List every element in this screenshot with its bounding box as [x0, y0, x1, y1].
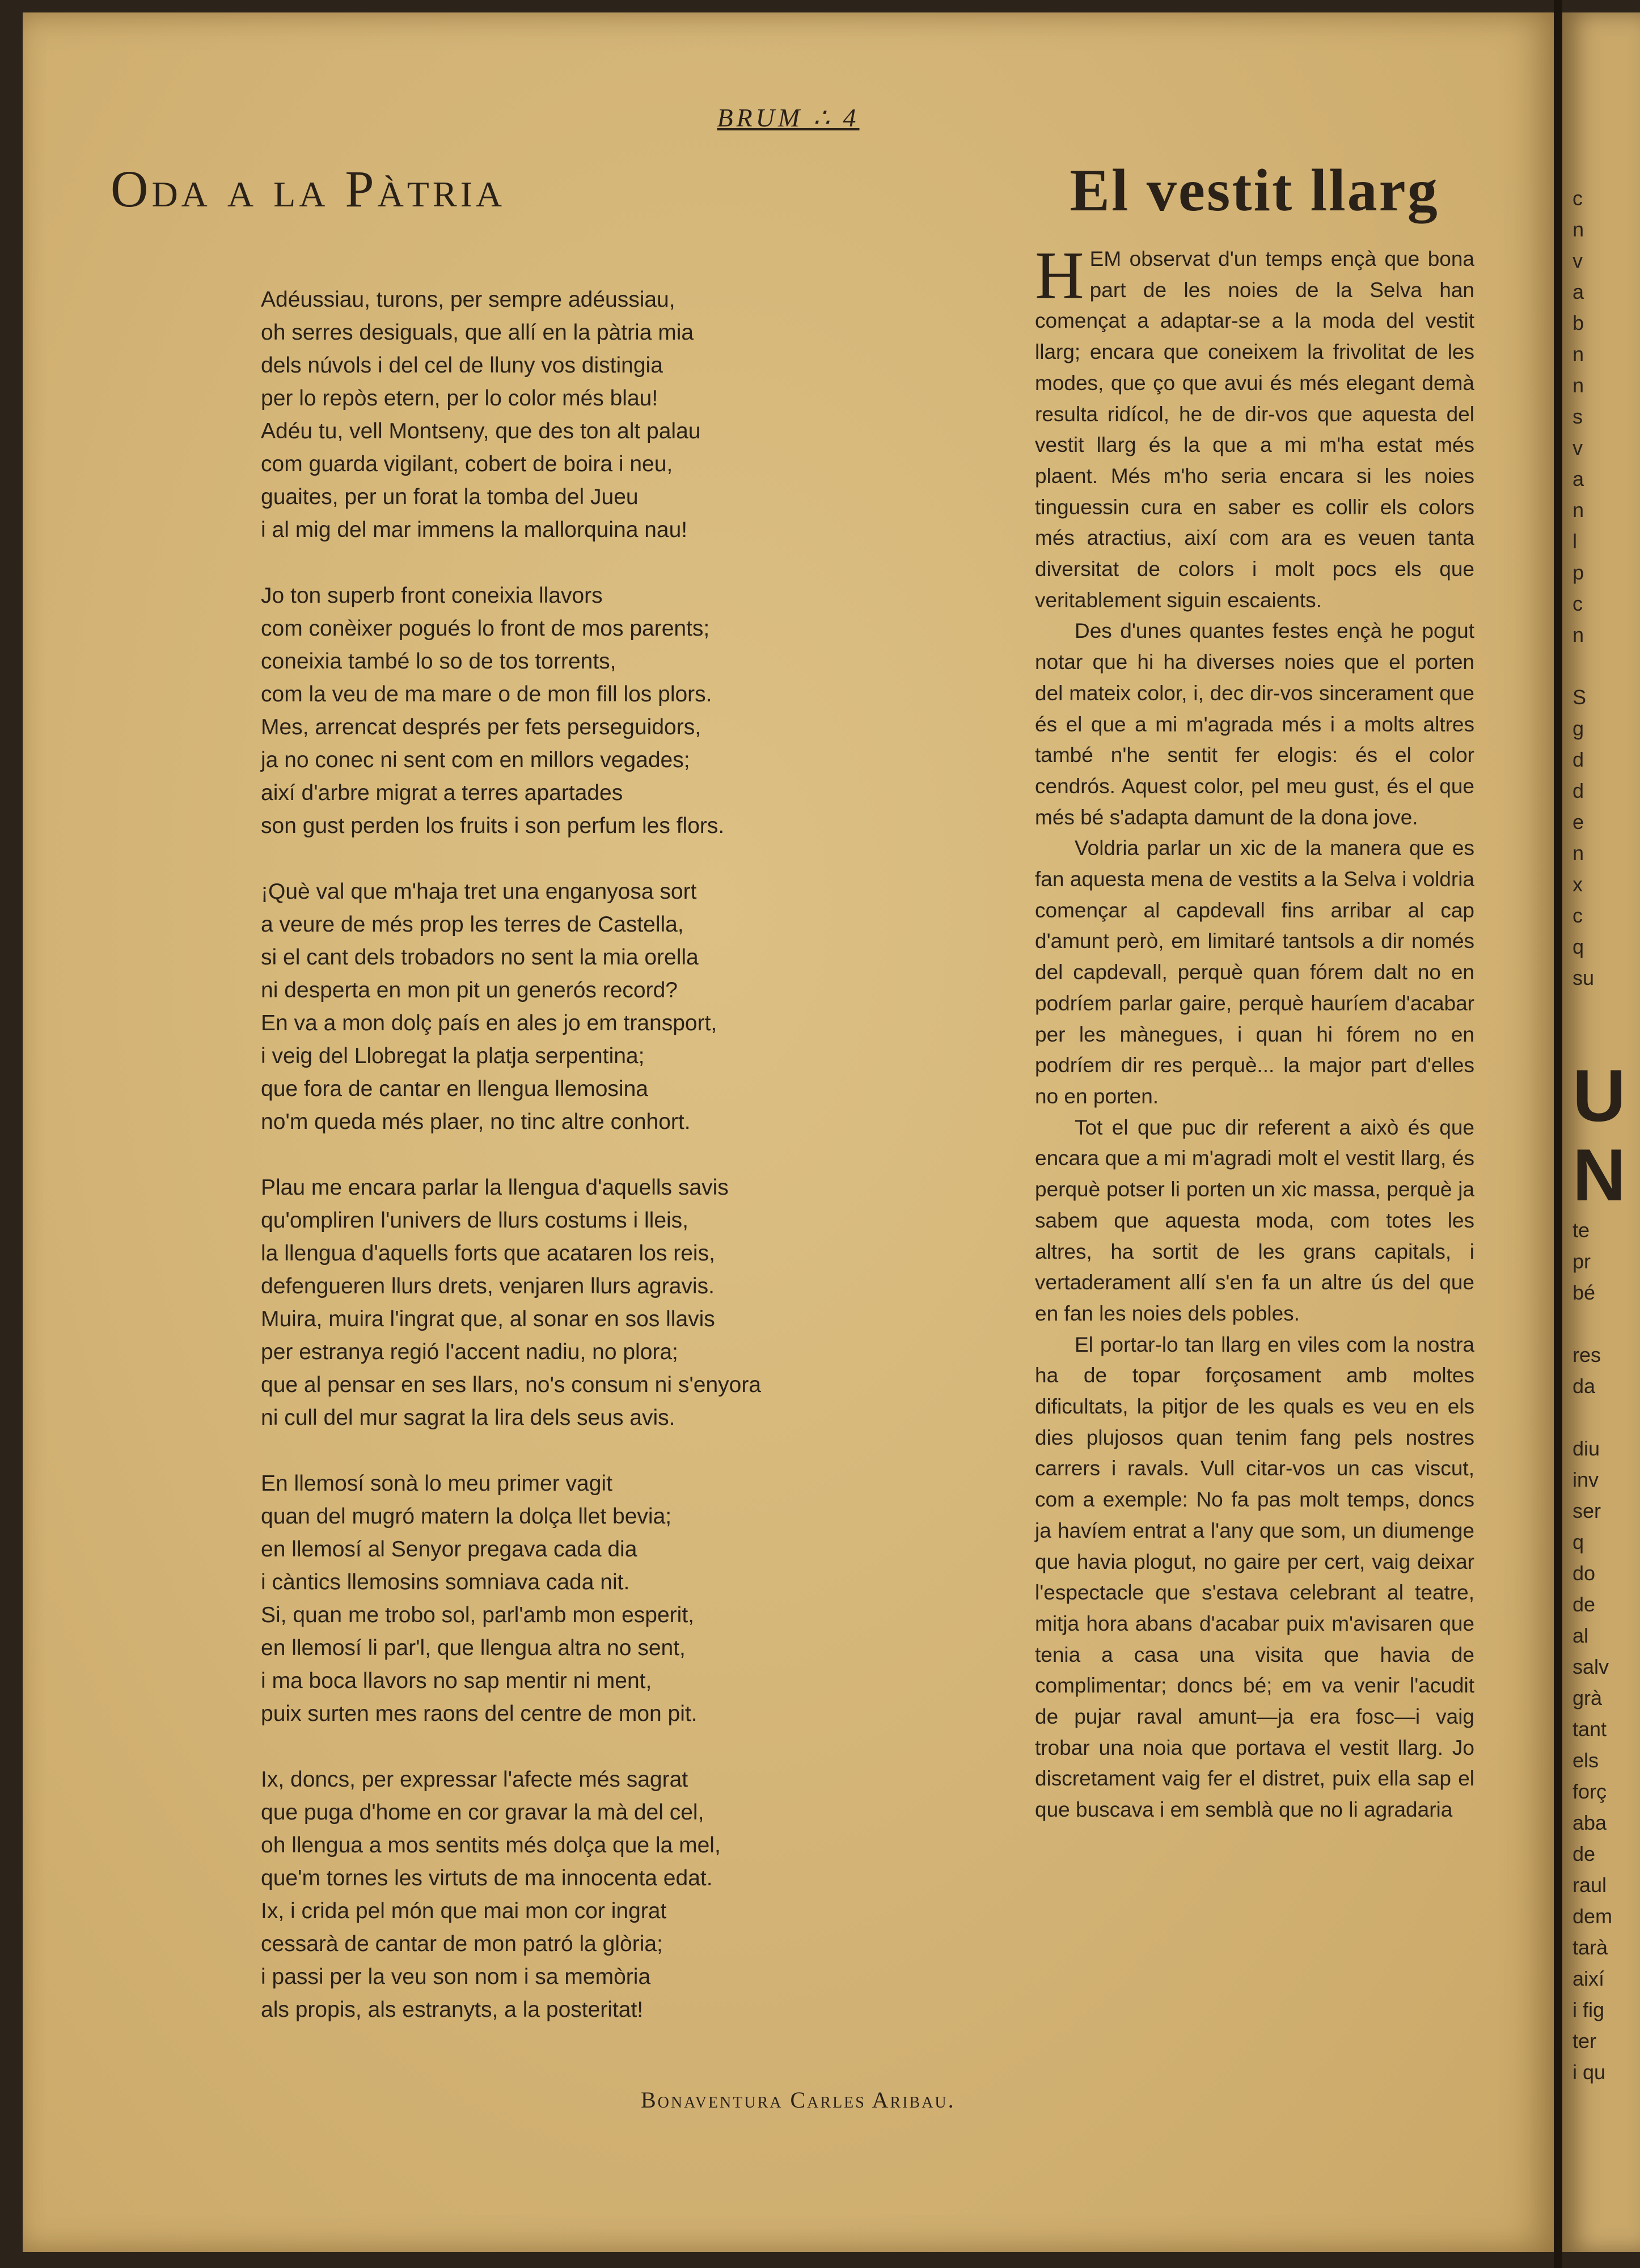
adjacent-page-fragment: S	[1573, 686, 1587, 709]
poem-line: Ix, i crida pel món que mai mon cor ingrat	[261, 1899, 667, 1923]
adjacent-page-fragment: res	[1573, 1343, 1601, 1366]
article-paragraph: Tot el que puc dir referent a això és que encara que a mi m'agradi molt el vestit llarg, és perquè potser li porten un xic massa, perquè ja sabem que aquesta moda, com totes les altres, ha sortit de les grans capitals, i vertaderament allí s'en fa un altre ús del que en fan les noies dels pobles.	[1035, 1115, 1474, 1325]
drop-cap: H	[1035, 238, 1084, 313]
adjacent-page-fragment: q	[1573, 1530, 1584, 1554]
adjacent-page-fragment	[1573, 650, 1640, 682]
adjacent-page-fragment: s	[1573, 405, 1583, 428]
adjacent-page-fragment: v	[1573, 249, 1583, 272]
adjacent-page-fragment: N	[1573, 1133, 1626, 1216]
adjacent-page-fragment: a	[1573, 467, 1584, 490]
poem-line: cessarà de cantar de mon patró la glòria;	[261, 1932, 663, 1956]
adjacent-page-fragment	[1573, 1308, 1640, 1339]
poem-line: en llemosí li par'l, que llengua altra no sent,	[261, 1636, 686, 1660]
poem-line: ¡Què val que m'haja tret una enganyosa sort	[261, 879, 697, 904]
poem-line: com guarda vigilant, cobert de boira i neu,	[261, 452, 673, 476]
adjacent-page-fragment: n	[1573, 498, 1584, 522]
adjacent-page-fragment: ser	[1573, 1499, 1601, 1522]
poem-line: als propis, als estranyts, a la posteritat!	[261, 1998, 644, 2022]
poem-line: Jo ton superb front coneixia llavors	[261, 583, 603, 608]
article-body	[1035, 238, 1474, 1826]
poem-line: i ma boca llavors no sap mentir ni ment,	[261, 1669, 652, 1693]
poem-line: son gust perden los fruits i son perfum les flors.	[261, 814, 725, 838]
poem-line: per estranya regió l'accent nadiu, no plora;	[261, 1340, 678, 1364]
adjacent-page-fragment: su	[1573, 966, 1595, 989]
adjacent-page-fragment: bé	[1573, 1281, 1596, 1304]
article-paragraph-text: EM observat d'un temps ençà que bona part de les noies de la Selva han començat a adaptar-se a la moda del vestit llarg; encara que coneixem la frivolitat de les modes, que ço que avui és més elegant demà resulta ridícol, he de dir-vos que aquesta del vestit llarg és la que a mi m'ha estat més plaent. Més m'ho seria encara si les noies tinguessin cura en saber es collir els colors més atractius, així com ara es veuen tanta diversitat de colors i molt pocs els que veritablement siguin escaients.	[1035, 247, 1474, 612]
poem-line: guaites, per un forat la tomba del Jueu	[261, 485, 639, 509]
poem-line: i veig del Llobregat la platja serpentina;	[261, 1044, 645, 1068]
adjacent-page-fragment: de	[1573, 1842, 1596, 1865]
adjacent-page-fragment: g	[1573, 717, 1584, 740]
adjacent-page-fragment: d	[1573, 779, 1584, 802]
poem-line: que puga d'home en cor gravar la mà del cel,	[261, 1800, 704, 1825]
adjacent-page-fragment: c	[1573, 187, 1583, 210]
adjacent-page-fragment: i fig	[1573, 1998, 1605, 2021]
adjacent-page-fragment: ter	[1573, 2029, 1597, 2053]
poem-stanza	[261, 284, 856, 547]
poem-line: En va a mon dolç país en ales jo em transport,	[261, 1011, 717, 1035]
poem-line: i càntics llemosins somniava cada nit.	[261, 1570, 630, 1594]
poem-line: dels núvols i del cel de lluny vos distingia	[261, 353, 663, 378]
adjacent-page-fragment: n	[1573, 342, 1584, 366]
poem-line: a veure de més prop les terres de Castella,	[261, 912, 684, 937]
poem-line: que'm tornes les virtuts de ma innocenta edat.	[261, 1866, 713, 1890]
poem-line: qu'ompliren l'univers de llurs costums i lleis,	[261, 1208, 689, 1233]
article-title: El vestit llarg	[1070, 157, 1439, 223]
adjacent-page-fragment: i qu	[1573, 2060, 1606, 2084]
poem-line: com la veu de ma mare o de mon fill los plors.	[261, 682, 712, 706]
poem-stanza	[261, 1171, 856, 1435]
adjacent-page-fragment: n	[1573, 623, 1584, 646]
adjacent-page-fragment	[1573, 1025, 1640, 1056]
poem-line: i passi per la veu son nom i sa memòria	[261, 1965, 651, 1989]
poem-line: Adéu tu, vell Montseny, que des ton alt palau	[261, 419, 701, 443]
adjacent-page-fragment: inv	[1573, 1468, 1599, 1491]
adjacent-page-fragment: així	[1573, 1967, 1605, 1990]
poem-line: oh serres desiguals, que allí en la pàtria mia	[261, 320, 694, 345]
adjacent-page-fragment: e	[1573, 810, 1584, 833]
poem-line: per lo repòs etern, per lo color més blau!	[261, 386, 658, 411]
poem-line: si el cant dels trobadors no sent la mia orella	[261, 945, 699, 970]
poem-line: Si, quan me trobo sol, parl'amb mon esperit,	[261, 1603, 694, 1627]
adjacent-page-fragment: c	[1573, 904, 1583, 927]
poem-line: Plau me encara parlar la llengua d'aquells savis	[261, 1175, 729, 1200]
adjacent-page-fragment	[1573, 1402, 1640, 1433]
page-gutter	[1554, 0, 1562, 2268]
poem-line: ni cull del mur sagrat la lira dels seus avis.	[261, 1406, 675, 1430]
poem-author: Bonaventura Carles Aribau.	[641, 2087, 956, 2113]
poem-line: En llemosí sonà lo meu primer vagit	[261, 1471, 612, 1496]
poem-line: oh llengua a mos sentits més dolça que la mel,	[261, 1833, 721, 1857]
poem-line: ni desperta en mon pit un generós record?	[261, 978, 678, 1002]
adjacent-page-fragment: de	[1573, 1593, 1596, 1616]
poem-line: Muira, muira l'ingrat que, al sonar en sos llavis	[261, 1307, 715, 1331]
adjacent-page-edge	[1562, 12, 1640, 2252]
adjacent-page-fragment: n	[1573, 218, 1584, 241]
poem-line: coneixia també lo so de tos torrents,	[261, 649, 616, 674]
adjacent-page-fragment: raul	[1573, 1873, 1607, 1897]
adjacent-page-fragment: n	[1573, 374, 1584, 397]
adjacent-page-fragment: grà	[1573, 1686, 1603, 1710]
poem-stanza	[261, 1763, 856, 2026]
poem-line: que al pensar en ses llars, no's consum ni s'enyora	[261, 1373, 762, 1397]
adjacent-page-fragment: d	[1573, 748, 1584, 771]
adjacent-page-fragment: n	[1573, 841, 1584, 865]
poem-title: Oda a la Pàtria	[111, 160, 506, 218]
adjacent-page-fragment: v	[1573, 436, 1583, 459]
adjacent-page-fragment: c	[1573, 592, 1583, 615]
article-paragraph: El portar-lo tan llarg en viles com la nostra ha de topar forçosament amb moltes dificultats, la pitjor de les quals es veu en els dies plujosos quan tenim fang pels nostres carrers i ravals. Vull citar-vos un cas viscut, com a exemple: No fa pas molt temps, doncs ja havíem entrat a l'any que som, un diumenge que havia plogut, no gaire per cert, vaig deixar l'espectacle que s'estava celebrant al teatre, mitja hora abans d'acabar puix m'avisaren que tenia a casa una visita que havia de complimentar; doncs bé; em va venir l'acudit de pujar raval amunt—ja era fosc—i vaig trobar una noia que portava el vestit llarg. Jo discretament vaig fer el distret, puix ella sap el que buscava i em semblà que no li agradaria	[1035, 1332, 1474, 1822]
poem-body	[261, 284, 856, 2059]
poem-line: així d'arbre migrat a terres apartades	[261, 781, 623, 805]
article-paragraph: Voldria parlar un xic de la manera que es fan aquesta mena de vestits a la Selva i voldria començar al capdevall fins arribar al cap d'amunt però, em limitaré tantsols a dir només del capdevall, perquè quan fórem dalt no en podríem parlar gaire, perquè hauríem d'acabar per les mànegues, i quan hi fórem no en podríem dir res perquè... la major part d'elles no en porten.	[1035, 836, 1474, 1108]
adjacent-page-fragment: aba	[1573, 1811, 1607, 1834]
poem-line: la llengua d'aquells forts que acataren los reis,	[261, 1241, 715, 1266]
poem-stanza	[261, 579, 856, 843]
poem-line: defengueren llurs drets, venjaren llurs agravis.	[261, 1274, 715, 1298]
poem-line: i al mig del mar immens la mallorquina nau!	[261, 518, 688, 542]
poem-line: en llemosí al Senyor pregava cada dia	[261, 1537, 637, 1562]
adjacent-page-fragment: p	[1573, 561, 1584, 584]
adjacent-page-fragment: l	[1573, 530, 1577, 553]
adjacent-page-fragment: forç	[1573, 1780, 1607, 1803]
poem-line: Adéussiau, turons, per sempre adéussiau,	[261, 287, 675, 312]
poem-line: ja no conec ni sent com en millors vegades;	[261, 748, 690, 772]
adjacent-page-fragment: els	[1573, 1749, 1599, 1772]
poem-line: quan del mugró matern la dolça llet bevia;	[261, 1504, 672, 1529]
poem-line: que fora de cantar en llengua llemosina	[261, 1077, 648, 1101]
article-paragraph	[1035, 238, 1474, 616]
adjacent-page-fragment: q	[1573, 935, 1584, 958]
poem-line: com conèixer pogués lo front de mos parents;	[261, 616, 710, 641]
adjacent-page-fragment: b	[1573, 311, 1584, 335]
article-paragraph: Des d'unes quantes festes ençà he pogut notar que hi ha diverses noies que el porten del mateix color, i, dec dir-vos sincerament que és el que a mi m'agrada més i a molts altres també n'he sentit fer elogis: és el color cendrós. Aquest color, pel meu gust, és el que més bé s'adapta damunt de la dona jove.	[1035, 619, 1474, 829]
adjacent-page-text	[1573, 183, 1640, 2088]
running-head: BRUM ∴ 4	[717, 103, 860, 132]
adjacent-page-fragment: a	[1573, 280, 1584, 303]
poem-line: Mes, arrencat després per fets perseguidors,	[261, 715, 701, 739]
adjacent-page-fragment: U	[1573, 1054, 1626, 1137]
adjacent-page-fragment: al	[1573, 1624, 1589, 1647]
adjacent-page-fragment: te	[1573, 1218, 1590, 1242]
adjacent-page-fragment: da	[1573, 1374, 1596, 1398]
adjacent-page-fragment: tarà	[1573, 1936, 1608, 1959]
adjacent-page-fragment: x	[1573, 873, 1583, 896]
adjacent-page-fragment: tant	[1573, 1717, 1607, 1741]
adjacent-page-fragment: do	[1573, 1562, 1596, 1585]
adjacent-page-fragment	[1573, 993, 1640, 1025]
adjacent-page-fragment: salv	[1573, 1655, 1609, 1678]
adjacent-page-fragment: pr	[1573, 1250, 1591, 1273]
poem-line: puix surten mes raons del centre de mon pit.	[261, 1702, 698, 1726]
adjacent-page-fragment: dem	[1573, 1905, 1613, 1928]
adjacent-page-fragment: diu	[1573, 1437, 1600, 1460]
poem-line: Ix, doncs, per expressar l'afecte més sagrat	[261, 1767, 688, 1792]
poem-line: no'm queda més plaer, no tinc altre conhort.	[261, 1110, 691, 1134]
poem-stanza	[261, 1467, 856, 1730]
poem-stanza	[261, 875, 856, 1139]
